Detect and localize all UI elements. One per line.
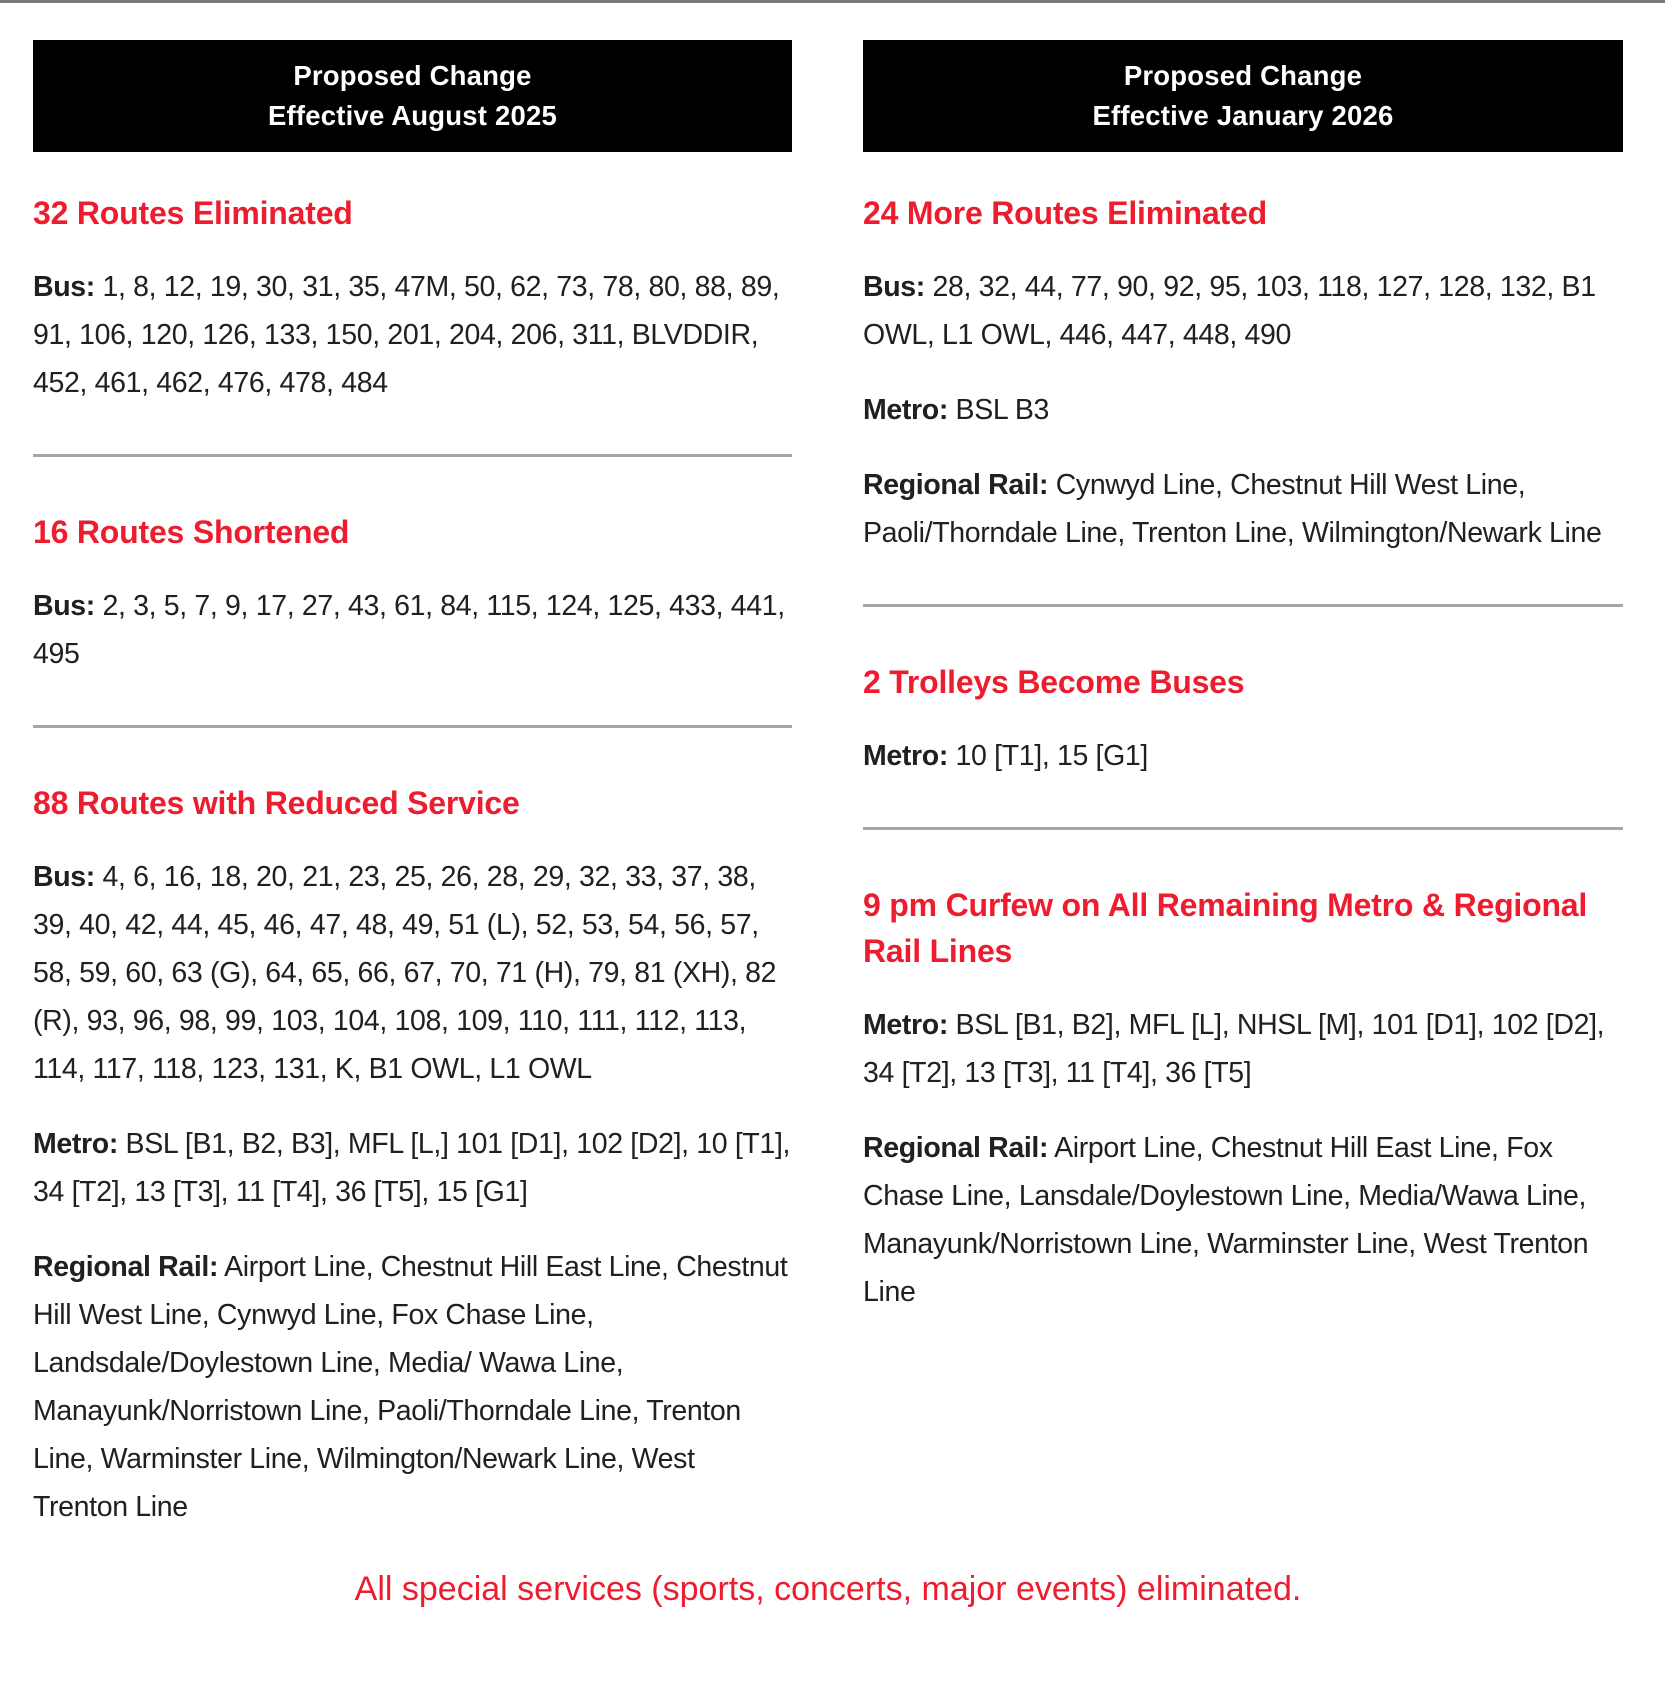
columns-container [0, 3, 1665, 1531]
route-type-label: Bus: [863, 271, 925, 303]
header-title-line: Proposed Change [293, 60, 532, 91]
route-list-metro [33, 1120, 792, 1216]
route-list-metro [863, 386, 1623, 434]
header-date-line: Effective January 2026 [1092, 100, 1394, 131]
column-header-august-2025 [33, 40, 792, 152]
route-list-regional-rail [863, 461, 1623, 557]
route-type-label: Regional Rail: [863, 1132, 1049, 1164]
route-list-metro [863, 1001, 1623, 1097]
route-type-label: Bus: [33, 590, 95, 622]
route-numbers: 28, 32, 44, 77, 90, 92, 95, 103, 118, 127, 128, 132, B1 OWL, L1 OWL, 446, 447, 448, 490 [863, 271, 1596, 351]
route-list-metro [863, 732, 1623, 780]
route-numbers: Airport Line, Chestnut Hill East Line, Chestnut Hill West Line, Cynwyd Line, Fox Chase Line, Landsdale/Doylestown Line, Media/ Wawa Line, Manayunk/Norristown Line, Paoli/Thorndale Line, Trenton Line, Warminster Line, Wilmington/Newark Line, West Trenton Line [33, 1251, 788, 1523]
route-numbers: Cynwyd Line, Chestnut Hill West Line, Paoli/Thorndale Line, Trenton Line, Wilmington/Newark Line [863, 469, 1602, 549]
route-list-regional-rail [863, 1124, 1623, 1316]
route-numbers: BSL B3 [947, 394, 1050, 426]
route-type-label: Regional Rail: [33, 1251, 219, 1283]
route-list-bus [33, 853, 792, 1093]
route-numbers: 10 [T1], 15 [G1] [947, 740, 1148, 772]
route-numbers: 1, 8, 12, 19, 30, 31, 35, 47M, 50, 62, 73, 78, 80, 88, 89, 91, 106, 120, 126, 133, 150, 201, 204, 206, 311, BLVDDIR, 452, 461, 462, 476, 478, 484 [33, 271, 780, 399]
route-type-label: Metro: [863, 740, 948, 772]
section-divider [33, 454, 792, 457]
route-type-label: Regional Rail: [863, 469, 1049, 501]
route-type-label: Metro: [863, 1009, 948, 1041]
route-numbers: BSL [B1, B2], MFL [L], NHSL [M], 101 [D1], 102 [D2], 34 [T2], 13 [T3], 11 [T4], 36 [T5] [863, 1009, 1605, 1089]
header-date-line: Effective August 2025 [268, 100, 557, 131]
section-heading-routes-shortened: 16 Routes Shortened [33, 514, 350, 550]
route-list-regional-rail [33, 1243, 792, 1531]
section-heading-trolleys-become-buses: 2 Trolleys Become Buses [863, 664, 1245, 700]
section-divider [33, 725, 792, 728]
section-divider [863, 827, 1623, 830]
route-type-label: Bus: [33, 861, 95, 893]
route-type-label: Metro: [863, 394, 948, 426]
route-list-bus [863, 263, 1623, 359]
route-numbers: 2, 3, 5, 7, 9, 17, 27, 43, 61, 84, 115, 124, 125, 433, 441, 495 [33, 590, 785, 670]
header-title-line: Proposed Change [1123, 60, 1363, 91]
route-list-bus [33, 263, 792, 407]
section-heading-more-routes-eliminated: 24 More Routes Eliminated [863, 195, 1267, 231]
column-header-january-2026 [863, 40, 1623, 152]
footer-note: All special services (sports, concerts, major events) eliminated. [354, 1570, 1302, 1608]
column-august-2025 [33, 40, 792, 1531]
section-heading-routes-eliminated: 32 Routes Eliminated [33, 195, 353, 231]
route-list-bus [33, 582, 792, 678]
route-type-label: Metro: [33, 1128, 118, 1160]
route-numbers: Airport Line, Chestnut Hill East Line, Fox Chase Line, Lansdale/Doylestown Line, Media/Wawa Line, Manayunk/Norristown Line, Warminster Line, West Trenton Line [863, 1132, 1589, 1308]
section-heading-reduced-service: 88 Routes with Reduced Service [33, 785, 520, 821]
column-january-2026 [863, 40, 1623, 1316]
section-heading-curfew: 9 pm Curfew on All Remaining Metro & Regional Rail Lines [863, 887, 1588, 969]
route-type-label: Bus: [33, 271, 95, 303]
route-numbers: 4, 6, 16, 18, 20, 21, 23, 25, 26, 28, 29, 32, 33, 37, 38, 39, 40, 42, 44, 45, 46, 47, 48, 49, 51 (L), 52, 53, 54, 56, 57, 58, 59, 60, 63 (G), 64, 65, 66, 67, 70, 71 (H), 79, 81 (XH), 82 (R), 93, 96, 98, 99, 103, 104, 108, 109, 110, 111, 112, 113, 114, 117, 118, 123, 131, K, B1 OWL, L1 OWL [33, 861, 777, 1085]
section-divider [863, 604, 1623, 607]
route-numbers: BSL [B1, B2, B3], MFL [L,] 101 [D1], 102 [D2], 10 [T1], 34 [T2], 13 [T3], 11 [T4], 36 [T5], 15 [G1] [33, 1128, 791, 1208]
